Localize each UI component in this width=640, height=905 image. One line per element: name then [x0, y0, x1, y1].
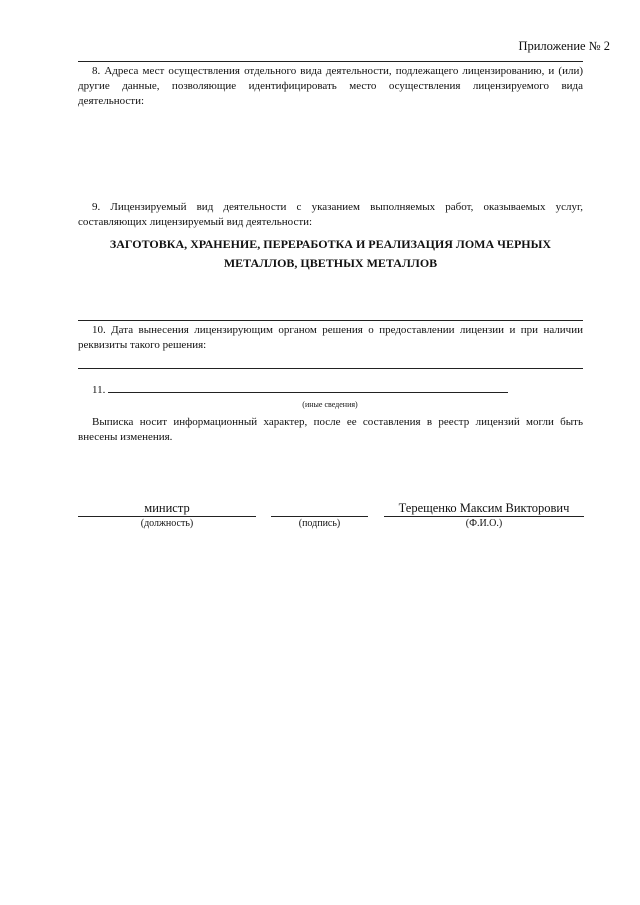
- item-11: [92, 383, 508, 396]
- item-8-text: 8. Адреса мест осуществления отдельного вида деятельности, подлежащего лицензированию, и (или) другие данные, позволяющие идентифицировать место осуществления лицензируемого вида деятельности:: [78, 65, 583, 107]
- licensed-activity-line-1: ЗАГОТОВКА, ХРАНЕНИЕ, ПЕРЕРАБОТКА И РЕАЛИЗАЦИЯ ЛОМА ЧЕРНЫХ: [109, 237, 552, 251]
- divider-line: [78, 368, 583, 369]
- divider-line: [78, 320, 583, 321]
- appendix-number: Приложение № 2: [518, 39, 610, 53]
- licensed-activity-line-2: МЕТАЛЛОВ, ЦВЕТНЫХ МЕТАЛЛОВ: [223, 256, 438, 270]
- signature-label: (подпись): [298, 518, 341, 529]
- item-10-text: 10. Дата вынесения лицензирующим органом решения о предоставлении лицензии и при наличии реквизиты такого решения:: [78, 324, 583, 351]
- signatory-position: министр: [144, 501, 190, 515]
- name-line: [384, 516, 584, 517]
- licensed-activity: [78, 235, 583, 273]
- item-11-number: 11.: [92, 384, 106, 396]
- item-9-text: 9. Лицензируемый вид деятельности с указанием выполняемых работ, оказываемых услуг, составляющих лицензируемый вид деятельности:: [78, 201, 583, 228]
- disclaimer-note: Выписка носит информационный характер, после ее составления в реестр лицензий могли быть внесены изменения.: [78, 416, 583, 443]
- signatory-name: Терещенко Максим Викторович: [398, 501, 570, 515]
- position-label: (должность): [140, 518, 194, 529]
- signature-line: [271, 516, 368, 517]
- item-11-caption: (иные сведения): [302, 400, 358, 409]
- divider-line: [78, 61, 583, 62]
- position-line: [78, 516, 256, 517]
- item-11-blank-line: [108, 383, 508, 393]
- name-label: (Ф.И.О.): [465, 518, 503, 529]
